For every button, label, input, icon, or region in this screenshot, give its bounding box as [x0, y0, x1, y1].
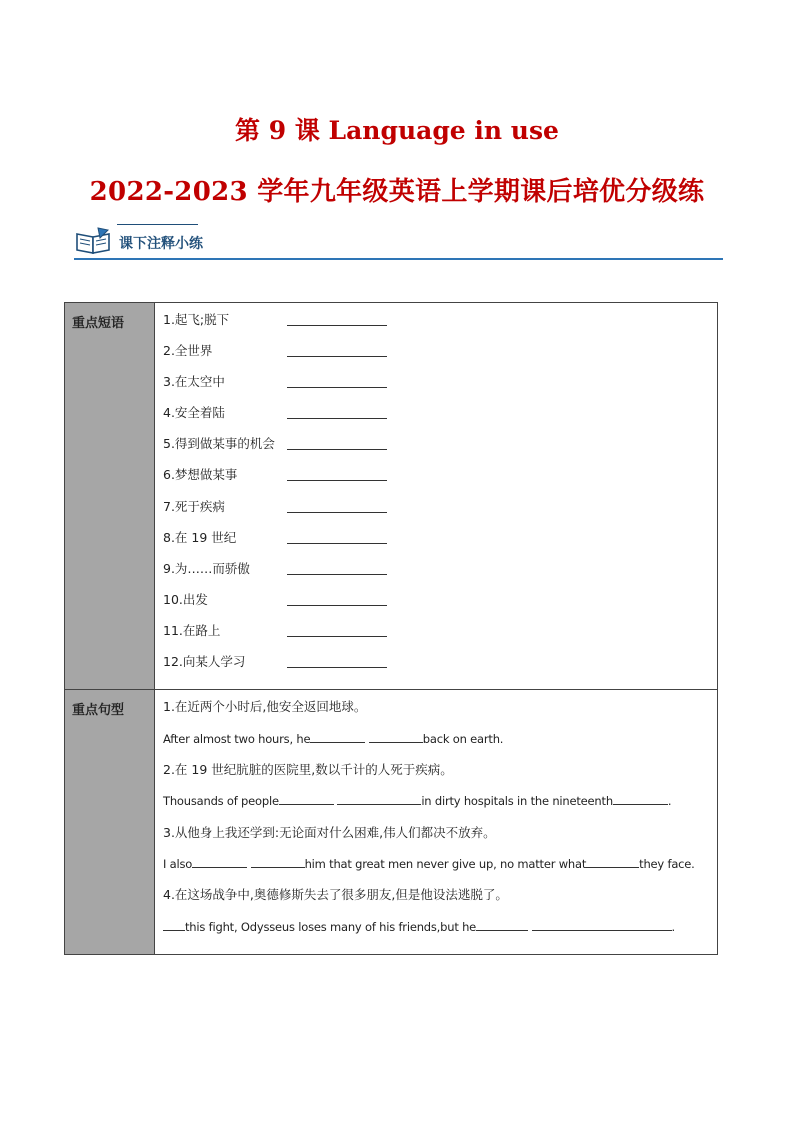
phrases-content [155, 303, 718, 690]
answer-blank[interactable] [287, 542, 387, 544]
answer-blank[interactable] [287, 479, 387, 481]
answer-blank[interactable] [163, 917, 185, 931]
sentence-answer-line: this fight, Odysseus loses many of his friends,but he . [163, 917, 717, 948]
lesson-title: 第 9 课 Language in use [235, 116, 559, 145]
phrases-row [65, 303, 718, 690]
answer-blank[interactable] [287, 355, 387, 357]
phrase-item: 9.为……而骄傲 [163, 559, 717, 590]
answer-blank[interactable] [287, 417, 387, 419]
answer-blank[interactable] [310, 729, 365, 743]
phrase-item: 12.向某人学习 [163, 652, 717, 683]
phrase-item: 2.全世界 [163, 341, 717, 372]
answer-blank[interactable] [287, 511, 387, 513]
sentence-prompt: 2.在 19 世纪肮脏的医院里,数以千计的人死于疾病。 [163, 761, 453, 777]
answer-blank[interactable] [287, 666, 387, 668]
answer-blank[interactable] [287, 324, 387, 326]
answer-blank[interactable] [279, 791, 334, 805]
sentence-answer-line: After almost two hours, he back on earth. [163, 729, 717, 760]
answer-blank[interactable] [476, 917, 528, 931]
answer-blank[interactable] [251, 854, 305, 868]
exercise-table [64, 302, 718, 955]
answer-blank[interactable] [287, 573, 387, 575]
answer-blank[interactable] [287, 448, 387, 450]
answer-blank[interactable] [369, 729, 423, 743]
section-label: 课下注释小练 [119, 236, 203, 252]
phrase-item: 3.在太空中 [163, 372, 717, 403]
answer-blank[interactable] [586, 854, 639, 868]
sentence-prompt: 3.从他身上我还学到:无论面对什么困难,伟人们都决不放弃。 [163, 824, 496, 840]
answer-blank[interactable] [287, 635, 387, 637]
phrase-item: 6.梦想做某事 [163, 465, 717, 496]
phrase-item: 7.死于疾病 [163, 497, 717, 528]
phrase-item: 5.得到做某事的机会 [163, 434, 717, 465]
phrases-label: 重点短语 [65, 303, 155, 690]
phrase-item: 11.在路上 [163, 621, 717, 652]
sentence-prompt: 4.在这场战争中,奥德修斯失去了很多朋友,但是他设法逃脱了。 [163, 887, 508, 903]
sentence-prompt: 1.在近两个小时后,他安全返回地球。 [163, 699, 367, 715]
sentence-answer-line: I also him that great men never give up, no matter what they face. [163, 854, 717, 885]
phrase-item: 10.出发 [163, 590, 717, 621]
phrase-item: 1.起飞;脱下 [163, 310, 717, 341]
sentences-content [155, 690, 718, 955]
worksheet-title: 2022-2023 学年九年级英语上学期课后培优分级练 [89, 177, 705, 207]
section-bottom-rule [74, 258, 723, 260]
answer-blank[interactable] [287, 386, 387, 388]
answer-blank[interactable] [337, 791, 421, 805]
answer-blank[interactable] [287, 604, 387, 606]
sentence-answer-line: Thousands of people in dirty hospitals in the nineteenth . [163, 791, 717, 822]
section-top-rule [117, 224, 198, 225]
phrase-item: 8.在 19 世纪 [163, 528, 717, 559]
answer-blank[interactable] [532, 917, 672, 931]
answer-blank[interactable] [192, 854, 247, 868]
sentences-label: 重点句型 [65, 690, 155, 955]
open-book-icon [74, 226, 114, 256]
sentences-row [65, 690, 718, 955]
phrase-item: 4.安全着陆 [163, 403, 717, 434]
answer-blank[interactable] [613, 791, 668, 805]
